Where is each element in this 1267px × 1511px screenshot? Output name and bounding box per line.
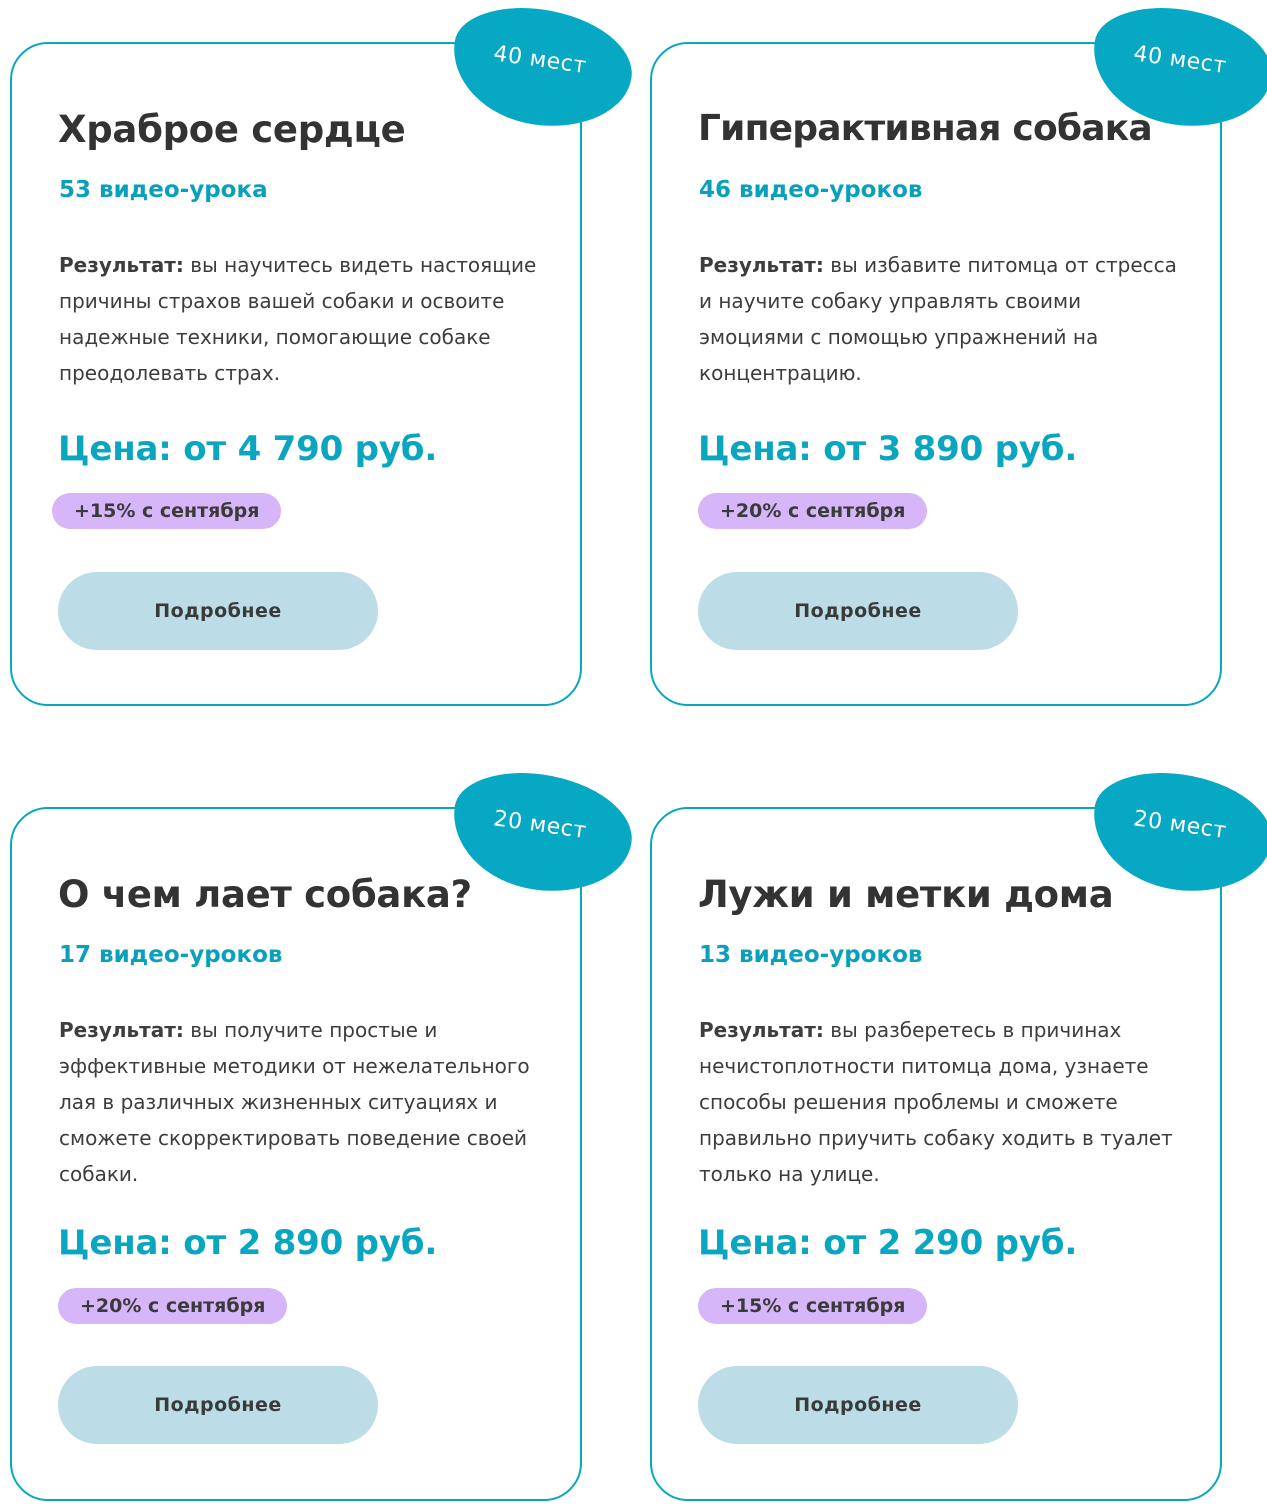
- course-price: Цена: от 2 890 руб.: [58, 1223, 438, 1263]
- seats-label: 40 мест: [1131, 41, 1229, 80]
- result-text: вы научитесь видеть настоящие причины страхов вашей собаки и освоите надежные техники, помогающие собаке преодолевать страх.: [59, 253, 537, 385]
- result-description: [59, 1012, 549, 1192]
- seats-label: 20 мест: [491, 806, 589, 845]
- course-card: [650, 806, 1229, 1501]
- course-title: Гиперактивная собака: [698, 108, 1152, 149]
- result-text: вы разберетесь в причинах нечистоплотности питомца дома, узнаете способы решения проблемы и сможете правильно приучить собаку ходить в туалет только на улице.: [699, 1018, 1173, 1186]
- course-card: [10, 806, 589, 1501]
- details-button[interactable]: Подробнее: [698, 572, 1018, 650]
- price-increase-badge: +15% с сентября: [52, 493, 281, 529]
- course-price: Цена: от 2 290 руб.: [698, 1223, 1078, 1263]
- course-title: Лужи и метки дома: [698, 873, 1114, 916]
- result-label: Результат:: [59, 253, 184, 277]
- course-price: Цена: от 4 790 руб.: [58, 429, 438, 469]
- seats-label: 20 мест: [1131, 806, 1229, 845]
- course-title: О чем лает собака?: [58, 873, 472, 916]
- seats-badge: [445, 763, 639, 902]
- result-text: вы получите простые и эффективные методики от нежелательного лая в различных жизненных ситуациях и сможете скорректировать поведение своей собаки.: [59, 1018, 530, 1186]
- price-increase-badge: +20% с сентября: [698, 493, 927, 529]
- course-price: Цена: от 3 890 руб.: [698, 429, 1078, 469]
- details-button[interactable]: Подробнее: [58, 572, 378, 650]
- course-card: [650, 41, 1229, 706]
- seats-label: 40 мест: [491, 41, 589, 80]
- price-increase-badge: +15% с сентября: [698, 1288, 927, 1324]
- details-button[interactable]: Подробнее: [58, 1366, 378, 1444]
- result-description: [699, 1012, 1189, 1192]
- result-label: Результат:: [59, 1018, 184, 1042]
- details-button[interactable]: Подробнее: [698, 1366, 1018, 1444]
- lessons-count: 17 видео-уроков: [59, 942, 283, 968]
- course-card: [10, 41, 589, 706]
- lessons-count: 53 видео-урока: [59, 177, 268, 203]
- price-increase-badge: +20% с сентября: [58, 1288, 287, 1324]
- seats-badge: [445, 0, 639, 137]
- result-label: Результат:: [699, 1018, 824, 1042]
- result-label: Результат:: [699, 253, 824, 277]
- course-title: Храброе сердце: [58, 108, 406, 151]
- result-text: вы избавите питомца от стресса и научите собаку управлять своими эмоциями с помощью упражнений на концентрацию.: [699, 253, 1177, 385]
- result-description: [699, 247, 1189, 391]
- lessons-count: 13 видео-уроков: [699, 942, 923, 968]
- result-description: [59, 247, 549, 391]
- lessons-count: 46 видео-уроков: [699, 177, 923, 203]
